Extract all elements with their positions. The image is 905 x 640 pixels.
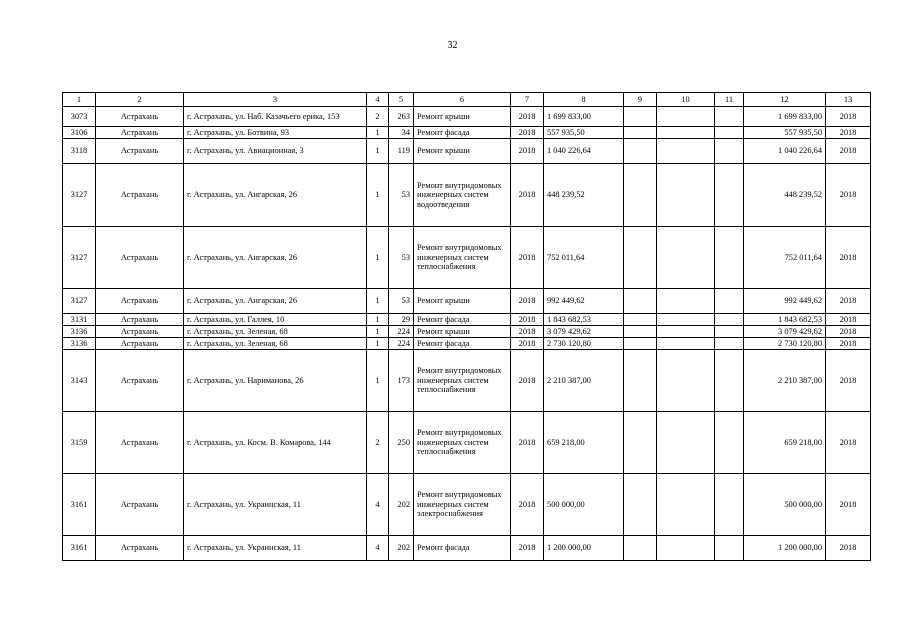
column-header: 5 bbox=[389, 93, 414, 107]
col11-cell bbox=[715, 107, 744, 127]
work-type-cell: Ремонт внутридомовых инженерных систем электроснабжения bbox=[414, 474, 511, 536]
col9-cell bbox=[624, 127, 657, 139]
col5-cell: 250 bbox=[389, 412, 414, 474]
row-id-cell: 3161 bbox=[63, 474, 96, 536]
col11-cell bbox=[715, 139, 744, 164]
amount-cell: 659 218,00 bbox=[544, 412, 624, 474]
col10-cell bbox=[657, 289, 715, 314]
address-cell: г. Астрахань, ул. Ангарская, 26 bbox=[184, 227, 367, 289]
col10-cell bbox=[657, 412, 715, 474]
col9-cell bbox=[624, 139, 657, 164]
column-header: 2 bbox=[96, 93, 184, 107]
col11-cell bbox=[715, 338, 744, 350]
total-cell: 448 239,52 bbox=[744, 164, 826, 227]
year2-cell: 2018 bbox=[826, 107, 871, 127]
col10-cell bbox=[657, 107, 715, 127]
column-header: 8 bbox=[544, 93, 624, 107]
col11-cell bbox=[715, 127, 744, 139]
table-row bbox=[63, 107, 871, 127]
city-cell: Астрахань bbox=[96, 107, 184, 127]
column-header: 12 bbox=[744, 93, 826, 107]
amount-cell: 1 200 000,00 bbox=[544, 536, 624, 561]
col10-cell bbox=[657, 314, 715, 326]
col9-cell bbox=[624, 289, 657, 314]
year2-cell: 2018 bbox=[826, 139, 871, 164]
work-type-cell: Ремонт фасада bbox=[414, 127, 511, 139]
year2-cell: 2018 bbox=[826, 127, 871, 139]
city-cell: Астрахань bbox=[96, 338, 184, 350]
amount-cell: 992 449,62 bbox=[544, 289, 624, 314]
col9-cell bbox=[624, 412, 657, 474]
total-cell: 557 935,50 bbox=[744, 127, 826, 139]
col10-cell bbox=[657, 474, 715, 536]
year2-cell: 2018 bbox=[826, 536, 871, 561]
col10-cell bbox=[657, 338, 715, 350]
year-cell: 2018 bbox=[511, 350, 544, 412]
table-row bbox=[63, 289, 871, 314]
address-cell: г. Астрахань, ул. Ангарская, 26 bbox=[184, 289, 367, 314]
col10-cell bbox=[657, 227, 715, 289]
table-row bbox=[63, 326, 871, 338]
total-cell: 500 000,00 bbox=[744, 474, 826, 536]
row-id-cell: 3136 bbox=[63, 326, 96, 338]
col11-cell bbox=[715, 164, 744, 227]
register-table bbox=[62, 92, 871, 561]
col11-cell bbox=[715, 314, 744, 326]
row-id-cell: 3143 bbox=[63, 350, 96, 412]
city-cell: Астрахань bbox=[96, 314, 184, 326]
year2-cell: 2018 bbox=[826, 227, 871, 289]
amount-cell: 448 239,52 bbox=[544, 164, 624, 227]
column-header: 11 bbox=[715, 93, 744, 107]
year-cell: 2018 bbox=[511, 314, 544, 326]
row-id-cell: 3118 bbox=[63, 139, 96, 164]
address-cell: г. Астрахань, ул. Украинская, 11 bbox=[184, 474, 367, 536]
table-row bbox=[63, 127, 871, 139]
table-row bbox=[63, 536, 871, 561]
year-cell: 2018 bbox=[511, 164, 544, 227]
col9-cell bbox=[624, 227, 657, 289]
col11-cell bbox=[715, 474, 744, 536]
row-id-cell: 3161 bbox=[63, 536, 96, 561]
amount-cell: 1 699 833,00 bbox=[544, 107, 624, 127]
col5-cell: 202 bbox=[389, 474, 414, 536]
year-cell: 2018 bbox=[511, 139, 544, 164]
col5-cell: 224 bbox=[389, 326, 414, 338]
column-header: 9 bbox=[624, 93, 657, 107]
col9-cell bbox=[624, 474, 657, 536]
year-cell: 2018 bbox=[511, 289, 544, 314]
col4-cell: 1 bbox=[367, 350, 389, 412]
col10-cell bbox=[657, 326, 715, 338]
city-cell: Астрахань bbox=[96, 536, 184, 561]
work-type-cell: Ремонт крыши bbox=[414, 139, 511, 164]
table-row bbox=[63, 338, 871, 350]
work-type-cell: Ремонт внутридомовых инженерных систем теплоснабжения bbox=[414, 350, 511, 412]
work-type-cell: Ремонт крыши bbox=[414, 326, 511, 338]
year-cell: 2018 bbox=[511, 127, 544, 139]
total-cell: 752 011,64 bbox=[744, 227, 826, 289]
col4-cell: 4 bbox=[367, 536, 389, 561]
address-cell: г. Астрахань, ул. Косм. В. Комарова, 144 bbox=[184, 412, 367, 474]
year-cell: 2018 bbox=[511, 474, 544, 536]
table-row bbox=[63, 314, 871, 326]
col4-cell: 1 bbox=[367, 127, 389, 139]
col4-cell: 1 bbox=[367, 164, 389, 227]
total-cell: 992 449,62 bbox=[744, 289, 826, 314]
col4-cell: 1 bbox=[367, 338, 389, 350]
col4-cell: 1 bbox=[367, 139, 389, 164]
address-cell: г. Астрахань, ул. Зеленая, 68 bbox=[184, 326, 367, 338]
amount-cell: 1 843 682,53 bbox=[544, 314, 624, 326]
col11-cell bbox=[715, 412, 744, 474]
row-id-cell: 3073 bbox=[63, 107, 96, 127]
city-cell: Астрахань bbox=[96, 474, 184, 536]
address-cell: г. Астрахань, ул. Наб. Казачьего ерика, 153 bbox=[184, 107, 367, 127]
col4-cell: 1 bbox=[367, 289, 389, 314]
col11-cell bbox=[715, 350, 744, 412]
work-type-cell: Ремонт фасада bbox=[414, 338, 511, 350]
col5-cell: 53 bbox=[389, 164, 414, 227]
table-row bbox=[63, 227, 871, 289]
col9-cell bbox=[624, 326, 657, 338]
work-type-cell: Ремонт фасада bbox=[414, 536, 511, 561]
city-cell: Астрахань bbox=[96, 127, 184, 139]
col5-cell: 263 bbox=[389, 107, 414, 127]
col9-cell bbox=[624, 107, 657, 127]
city-cell: Астрахань bbox=[96, 227, 184, 289]
city-cell: Астрахань bbox=[96, 139, 184, 164]
amount-cell: 3 079 429,62 bbox=[544, 326, 624, 338]
column-header: 4 bbox=[367, 93, 389, 107]
year2-cell: 2018 bbox=[826, 314, 871, 326]
amount-cell: 557 935,50 bbox=[544, 127, 624, 139]
work-type-cell: Ремонт внутридомовых инженерных систем теплоснабжения bbox=[414, 227, 511, 289]
address-cell: г. Астрахань, ул. Ботвина, 93 bbox=[184, 127, 367, 139]
col5-cell: 29 bbox=[389, 314, 414, 326]
total-cell: 3 079 429,62 bbox=[744, 326, 826, 338]
col4-cell: 2 bbox=[367, 107, 389, 127]
col4-cell: 4 bbox=[367, 474, 389, 536]
column-header: 7 bbox=[511, 93, 544, 107]
city-cell: Астрахань bbox=[96, 350, 184, 412]
year2-cell: 2018 bbox=[826, 350, 871, 412]
col4-cell: 1 bbox=[367, 326, 389, 338]
amount-cell: 1 040 226,64 bbox=[544, 139, 624, 164]
col10-cell bbox=[657, 536, 715, 561]
col10-cell bbox=[657, 127, 715, 139]
col5-cell: 224 bbox=[389, 338, 414, 350]
city-cell: Астрахань bbox=[96, 289, 184, 314]
col9-cell bbox=[624, 314, 657, 326]
address-cell: г. Астрахань, ул. Зеленая, 68 bbox=[184, 338, 367, 350]
row-id-cell: 3127 bbox=[63, 164, 96, 227]
year2-cell: 2018 bbox=[826, 164, 871, 227]
total-cell: 1 040 226,64 bbox=[744, 139, 826, 164]
year-cell: 2018 bbox=[511, 326, 544, 338]
work-type-cell: Ремонт крыши bbox=[414, 289, 511, 314]
year2-cell: 2018 bbox=[826, 326, 871, 338]
col5-cell: 34 bbox=[389, 127, 414, 139]
col11-cell bbox=[715, 289, 744, 314]
year-cell: 2018 bbox=[511, 412, 544, 474]
address-cell: г. Астрахань, ул. Галлея, 10 bbox=[184, 314, 367, 326]
amount-cell: 2 210 387,00 bbox=[544, 350, 624, 412]
row-id-cell: 3159 bbox=[63, 412, 96, 474]
year-cell: 2018 bbox=[511, 338, 544, 350]
work-type-cell: Ремонт крыши bbox=[414, 107, 511, 127]
column-header: 3 bbox=[184, 93, 367, 107]
col10-cell bbox=[657, 139, 715, 164]
year2-cell: 2018 bbox=[826, 474, 871, 536]
amount-cell: 500 000,00 bbox=[544, 474, 624, 536]
col11-cell bbox=[715, 536, 744, 561]
amount-cell: 2 730 120,80 bbox=[544, 338, 624, 350]
col4-cell: 1 bbox=[367, 314, 389, 326]
col5-cell: 53 bbox=[389, 227, 414, 289]
total-cell: 1 200 000,00 bbox=[744, 536, 826, 561]
col5-cell: 202 bbox=[389, 536, 414, 561]
row-id-cell: 3127 bbox=[63, 227, 96, 289]
table-row bbox=[63, 474, 871, 536]
table-row bbox=[63, 139, 871, 164]
header-row bbox=[63, 93, 871, 107]
row-id-cell: 3127 bbox=[63, 289, 96, 314]
table-row bbox=[63, 164, 871, 227]
work-type-cell: Ремонт внутридомовых инженерных систем водоотведения bbox=[414, 164, 511, 227]
table-row bbox=[63, 412, 871, 474]
city-cell: Астрахань bbox=[96, 412, 184, 474]
col10-cell bbox=[657, 350, 715, 412]
address-cell: г. Астрахань, ул. Ангарская, 26 bbox=[184, 164, 367, 227]
column-header: 1 bbox=[63, 93, 96, 107]
col5-cell: 119 bbox=[389, 139, 414, 164]
work-type-cell: Ремонт фасада bbox=[414, 314, 511, 326]
col5-cell: 173 bbox=[389, 350, 414, 412]
col9-cell bbox=[624, 536, 657, 561]
column-header: 13 bbox=[826, 93, 871, 107]
col10-cell bbox=[657, 164, 715, 227]
col4-cell: 1 bbox=[367, 227, 389, 289]
row-id-cell: 3131 bbox=[63, 314, 96, 326]
col9-cell bbox=[624, 164, 657, 227]
page-number: 32 bbox=[447, 40, 458, 51]
year-cell: 2018 bbox=[511, 536, 544, 561]
address-cell: г. Астрахань, ул. Авиационная, 3 bbox=[184, 139, 367, 164]
work-type-cell: Ремонт внутридомовых инженерных систем теплоснабжения bbox=[414, 412, 511, 474]
total-cell: 659 218,00 bbox=[744, 412, 826, 474]
address-cell: г. Астрахань, ул. Украинская, 11 bbox=[184, 536, 367, 561]
city-cell: Астрахань bbox=[96, 164, 184, 227]
table-row bbox=[63, 350, 871, 412]
column-header: 6 bbox=[414, 93, 511, 107]
col11-cell bbox=[715, 227, 744, 289]
total-cell: 2 730 120,80 bbox=[744, 338, 826, 350]
year-cell: 2018 bbox=[511, 227, 544, 289]
address-cell: г. Астрахань, ул. Нариманова, 26 bbox=[184, 350, 367, 412]
year2-cell: 2018 bbox=[826, 338, 871, 350]
city-cell: Астрахань bbox=[96, 326, 184, 338]
total-cell: 1 843 682,53 bbox=[744, 314, 826, 326]
row-id-cell: 3136 bbox=[63, 338, 96, 350]
year-cell: 2018 bbox=[511, 107, 544, 127]
col9-cell bbox=[624, 350, 657, 412]
row-id-cell: 3106 bbox=[63, 127, 96, 139]
amount-cell: 752 011,64 bbox=[544, 227, 624, 289]
year2-cell: 2018 bbox=[826, 412, 871, 474]
total-cell: 1 699 833,00 bbox=[744, 107, 826, 127]
column-header: 10 bbox=[657, 93, 715, 107]
year2-cell: 2018 bbox=[826, 289, 871, 314]
col9-cell bbox=[624, 338, 657, 350]
total-cell: 2 210 387,00 bbox=[744, 350, 826, 412]
col11-cell bbox=[715, 326, 744, 338]
col4-cell: 2 bbox=[367, 412, 389, 474]
col5-cell: 53 bbox=[389, 289, 414, 314]
